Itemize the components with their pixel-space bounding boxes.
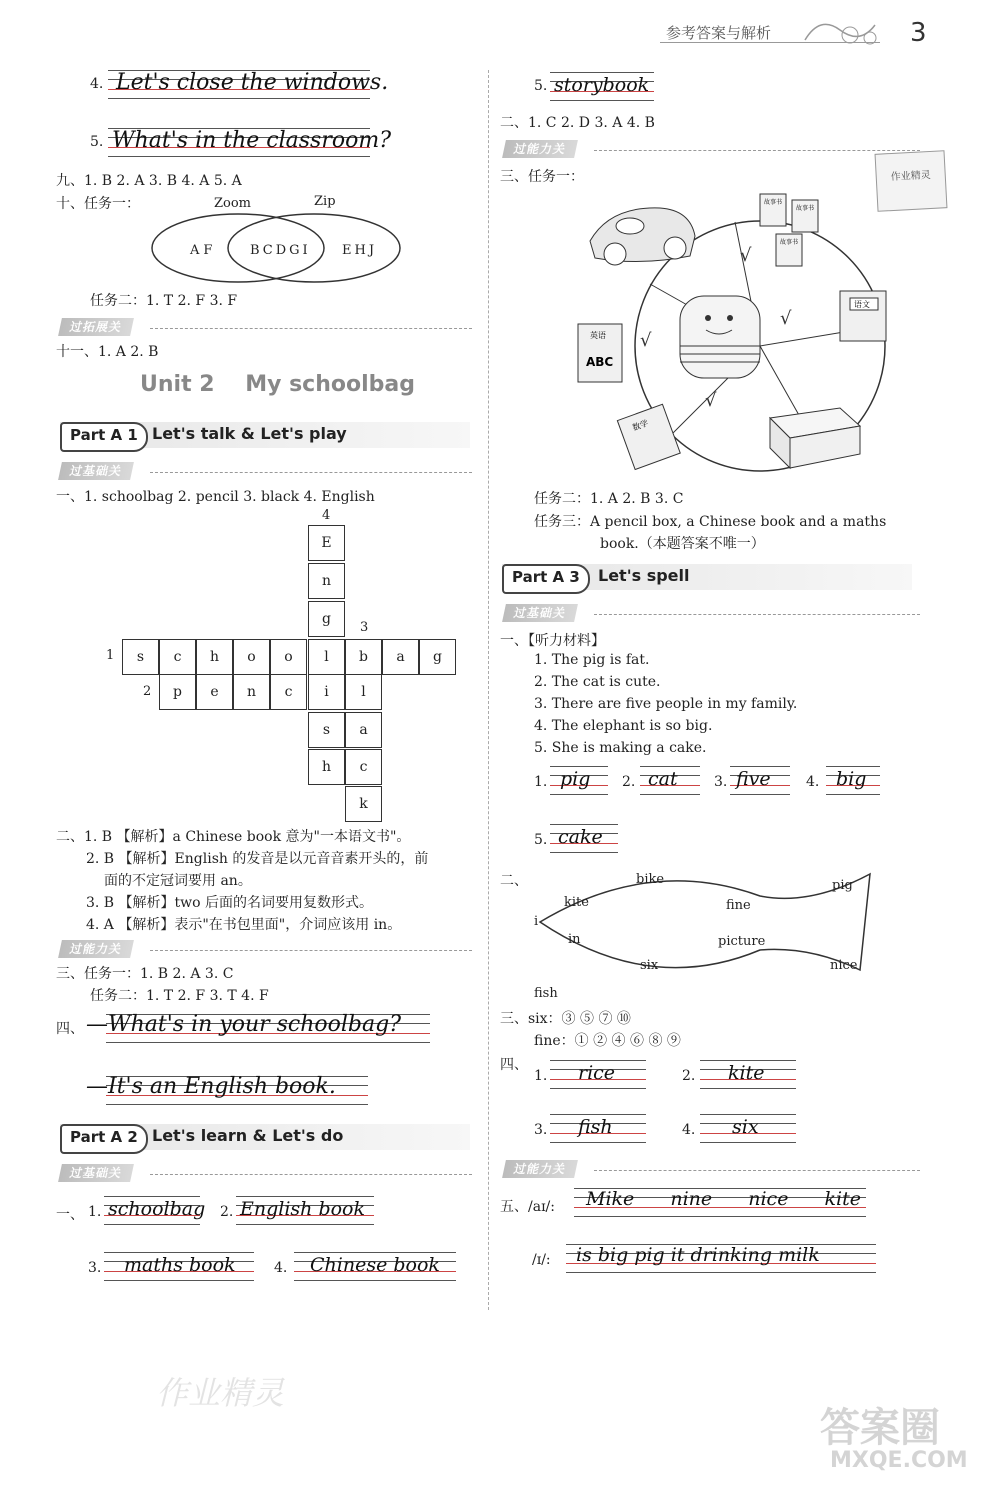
fish-word-fine: fine <box>726 898 751 913</box>
chinese-book-icon <box>840 291 886 341</box>
crossword-num-3: 3 <box>360 620 369 635</box>
r-badge-ability-2-rule <box>594 1170 920 1171</box>
unit-title: Unit 2 My schoolbag <box>140 372 415 397</box>
crossword-cell: E <box>308 525 345 561</box>
section-three-task2: 任务二：1. T 2. F 3. T 4. F <box>90 988 269 1004</box>
r-four-label: 四、 <box>500 1057 528 1073</box>
r-spell-4-answer: big <box>836 768 867 790</box>
r-three-six: 三、six：③ ⑤ ⑦ ⑩ <box>500 1011 631 1027</box>
crossword-cell: s <box>122 639 159 675</box>
part-a2-tag: Part A 2 <box>60 1124 148 1154</box>
r-five-label: 五、/aɪ/: <box>500 1199 555 1215</box>
crossword-cell: g <box>419 639 456 675</box>
crossword-cell: h <box>308 749 345 785</box>
r-listen-4: 4. The elephant is so big. <box>534 718 713 734</box>
crossword-cell: a <box>345 712 382 748</box>
fish-word-six: six <box>640 958 659 973</box>
stamp-text: 作业精灵 <box>890 169 932 184</box>
r-five-i-label: /ɪ/: <box>532 1252 551 1268</box>
r-spell-5-answer: cake <box>558 826 603 848</box>
crossword-cell: n <box>308 563 345 599</box>
four-answer-line2: —It's an English book. <box>86 1074 336 1099</box>
r-three-label: 三、任务一： <box>500 169 584 185</box>
part-a2-header <box>60 1124 470 1150</box>
section-two-line2: 2. B 【解析】English 的发音是以元音音素开头的，前 <box>86 851 429 867</box>
crossword-cell: h <box>196 639 233 675</box>
r-listen-3: 3. There are five people in my family. <box>534 696 798 712</box>
badge-expand: 过拓展关 <box>58 318 134 336</box>
crossword-cell: a <box>382 639 419 675</box>
part-a1-tag: Part A 1 <box>60 422 148 452</box>
r-four-2-num: 2. <box>682 1068 696 1084</box>
r-q5-number: 5. <box>534 78 548 94</box>
r-task3-line2: book.（本题答案不唯一） <box>600 536 765 552</box>
r-fish-label: 二、 <box>500 873 528 889</box>
venn-both: BCDGI <box>250 243 311 258</box>
r-spell-5-num: 5. <box>534 832 548 848</box>
part-a1-header <box>60 422 470 448</box>
fish-word-pig: pig <box>832 878 853 893</box>
a2-label: 一、 <box>56 1207 84 1223</box>
q4-answer: Let's close the windows. <box>116 70 389 95</box>
crossword-cell: k <box>345 786 382 822</box>
crossword-cell: o <box>270 639 307 675</box>
fish-word-i: i <box>534 914 539 929</box>
crossword-num-1: 1 <box>106 648 115 663</box>
four-answer-line1: —What's in your schoolbag? <box>86 1012 402 1037</box>
fish-word-picture: picture <box>718 934 766 949</box>
badge-ability-1: 过能力关 <box>58 940 134 958</box>
venn-left-label: Zoom <box>214 196 252 211</box>
svg-text:英语: 英语 <box>590 331 606 340</box>
q4-number: 4. <box>90 76 104 92</box>
r-four-1-answer: rice <box>578 1062 616 1084</box>
watermark-logo: 答案圈 <box>820 1405 940 1451</box>
crossword-cell: g <box>308 601 345 637</box>
schoolbag-icon <box>680 296 760 378</box>
r-task3-line1: 任务三：A pencil box, a Chinese book and a maths <box>534 514 887 530</box>
a2-item4-num: 4. <box>274 1260 288 1276</box>
toy-car-icon <box>590 208 695 265</box>
r-four-3-num: 3. <box>534 1122 548 1138</box>
r-spell-2-answer: cat <box>648 768 678 790</box>
venn-right-label: Zip <box>314 194 336 209</box>
section-three-task1: 三、任务一：1. B 2. A 3. C <box>56 966 234 982</box>
svg-text:√: √ <box>740 245 752 266</box>
r-four-3-answer: fish <box>578 1116 613 1138</box>
svg-text:√: √ <box>640 330 652 351</box>
section-four-label: 四、 <box>56 1021 84 1037</box>
r-spell-4-num: 4. <box>806 774 820 790</box>
a2-item2-answer: English book <box>240 1198 366 1220</box>
fish-word-bike: bike <box>636 872 665 887</box>
fish-word-nice: nice <box>830 958 858 973</box>
svg-text:故事书: 故事书 <box>764 199 783 206</box>
venn-right-only: EHJ <box>342 243 378 258</box>
svg-text:故事书: 故事书 <box>796 205 815 212</box>
section-eleven: 十一、1. A 2. B <box>56 344 159 360</box>
crossword-cell: n <box>233 674 270 710</box>
crossword-num-2: 2 <box>143 684 152 699</box>
crossword-cell: c <box>159 639 196 675</box>
a2-item3-num: 3. <box>88 1260 102 1276</box>
svg-text:√: √ <box>705 390 717 411</box>
maths-book-icon <box>617 404 680 469</box>
part-a2-title: Let's learn & Let's do <box>152 1126 344 1145</box>
r-section-two: 二、1. C 2. D 3. A 4. B <box>500 115 655 131</box>
crossword-cell: c <box>345 749 382 785</box>
svg-text:√: √ <box>780 308 792 329</box>
crossword-cell: s <box>308 712 345 748</box>
badge-basic-1: 过基础关 <box>58 462 134 480</box>
a2-item1-answer: schoolbag <box>108 1198 206 1220</box>
r-spell-1-answer: pig <box>560 768 591 790</box>
section-two-line1: 二、1. B 【解析】a Chinese book 意为"一本语文书"。 <box>56 829 411 845</box>
crossword-cell: c <box>270 674 307 710</box>
r-listen-5: 5. She is making a cake. <box>534 740 707 756</box>
crossword-num-4: 4 <box>322 508 331 523</box>
section-two-line5: 4. A 【解析】表示"在书包里面"，介词应该用 in。 <box>86 917 402 933</box>
r-badge-basic-rule <box>594 614 920 615</box>
r-badge-ability-rule <box>594 150 920 151</box>
a2-item3-answer: maths book <box>124 1254 236 1276</box>
header-doodle-icon <box>800 10 890 50</box>
fish-word-kite: kite <box>564 895 589 910</box>
fish-word-in: in <box>568 932 581 947</box>
crossword-cell: l <box>308 639 345 675</box>
storybook-icon <box>760 194 818 266</box>
r-four-2-answer: kite <box>728 1062 765 1084</box>
section-ten-label: 十、任务一： <box>56 196 140 212</box>
part-a3-tag: Part A 3 <box>502 564 590 594</box>
r-listen-label: 一、【听力材料】 <box>500 633 605 649</box>
badge-basic-2: 过基础关 <box>58 1164 134 1182</box>
part-a1-title: Let's talk & Let's play <box>152 424 347 443</box>
a2-item1-num: 1. <box>88 1204 102 1220</box>
r-spell-2-num: 2. <box>622 774 636 790</box>
badge-expand-rule <box>150 328 472 329</box>
svg-text:ABC: ABC <box>586 355 614 369</box>
section-two-line3: 面的不定冠词要用 an。 <box>104 873 252 889</box>
crossword-cell: o <box>233 639 270 675</box>
crossword-cell: i <box>308 674 345 710</box>
crossword-cell: b <box>345 639 382 675</box>
badge-ability-1-rule <box>150 950 472 951</box>
badge-basic-1-rule <box>150 472 472 473</box>
r-five-i-answer: is big pig it drinking milk <box>576 1244 820 1266</box>
r-badge-ability: 过能力关 <box>502 140 578 158</box>
section-nine: 九、1. B 2. A 3. B 4. A 5. A <box>56 173 242 189</box>
crossword-cell: l <box>345 674 382 710</box>
crossword-cell: p <box>159 674 196 710</box>
pencil-box-icon <box>770 408 860 468</box>
r-four-4-num: 4. <box>682 1122 696 1138</box>
header-title: 参考答案与解析 <box>666 24 772 42</box>
part-a3-title: Let's spell <box>598 566 690 585</box>
badge-basic-2-rule <box>150 1174 472 1175</box>
r-badge-basic: 过基础关 <box>502 604 578 622</box>
r-spell-3-answer: five <box>736 768 771 790</box>
svg-text:故事书: 故事书 <box>780 239 799 246</box>
r-four-4-answer: six <box>732 1116 759 1138</box>
header-rule <box>660 42 880 43</box>
section-two-line4: 3. B 【解析】two 后面的名词要用复数形式。 <box>86 895 374 911</box>
r-badge-ability-2: 过能力关 <box>502 1160 578 1178</box>
q5-number: 5. <box>90 134 104 150</box>
r-spell-1-num: 1. <box>534 774 548 790</box>
column-divider <box>488 70 489 1310</box>
r-four-1-num: 1. <box>534 1068 548 1084</box>
r-listen-2: 2. The cat is cute. <box>534 674 661 690</box>
english-book-icon <box>578 324 622 382</box>
watermark-left: 作业精灵 <box>156 1374 285 1412</box>
r-three-fine: fine：① ② ④ ⑥ ⑧ ⑨ <box>534 1033 681 1049</box>
a2-item4-answer: Chinese book <box>310 1254 440 1276</box>
svg-text:语文: 语文 <box>854 300 870 309</box>
r-task2: 任务二：1. A 2. B 3. C <box>534 491 684 507</box>
part-a3-header <box>502 564 912 590</box>
section-one: 一、1. schoolbag 2. pencil 3. black 4. English <box>56 489 375 505</box>
r-q5-answer: storybook <box>554 74 650 96</box>
a2-item2-num: 2. <box>220 1204 234 1220</box>
watermark-site: MXQE.COM <box>830 1448 968 1473</box>
page-number: 3 <box>910 18 927 48</box>
r-five-ai-answer: Mike nine nice kite <box>586 1188 861 1210</box>
svg-text:数学: 数学 <box>631 418 650 433</box>
pie-illustration <box>570 186 930 476</box>
venn-left-only: AF <box>190 243 217 258</box>
section-ten-task2: 任务二：1. T 2. F 3. F <box>90 293 238 309</box>
crossword-cell: e <box>196 674 233 710</box>
r-listen-1: 1. The pig is fat. <box>534 652 650 668</box>
q5-answer: What's in the classroom? <box>112 128 392 153</box>
r-spell-3-num: 3. <box>714 774 728 790</box>
fish-word-fish: fish <box>534 986 558 1001</box>
